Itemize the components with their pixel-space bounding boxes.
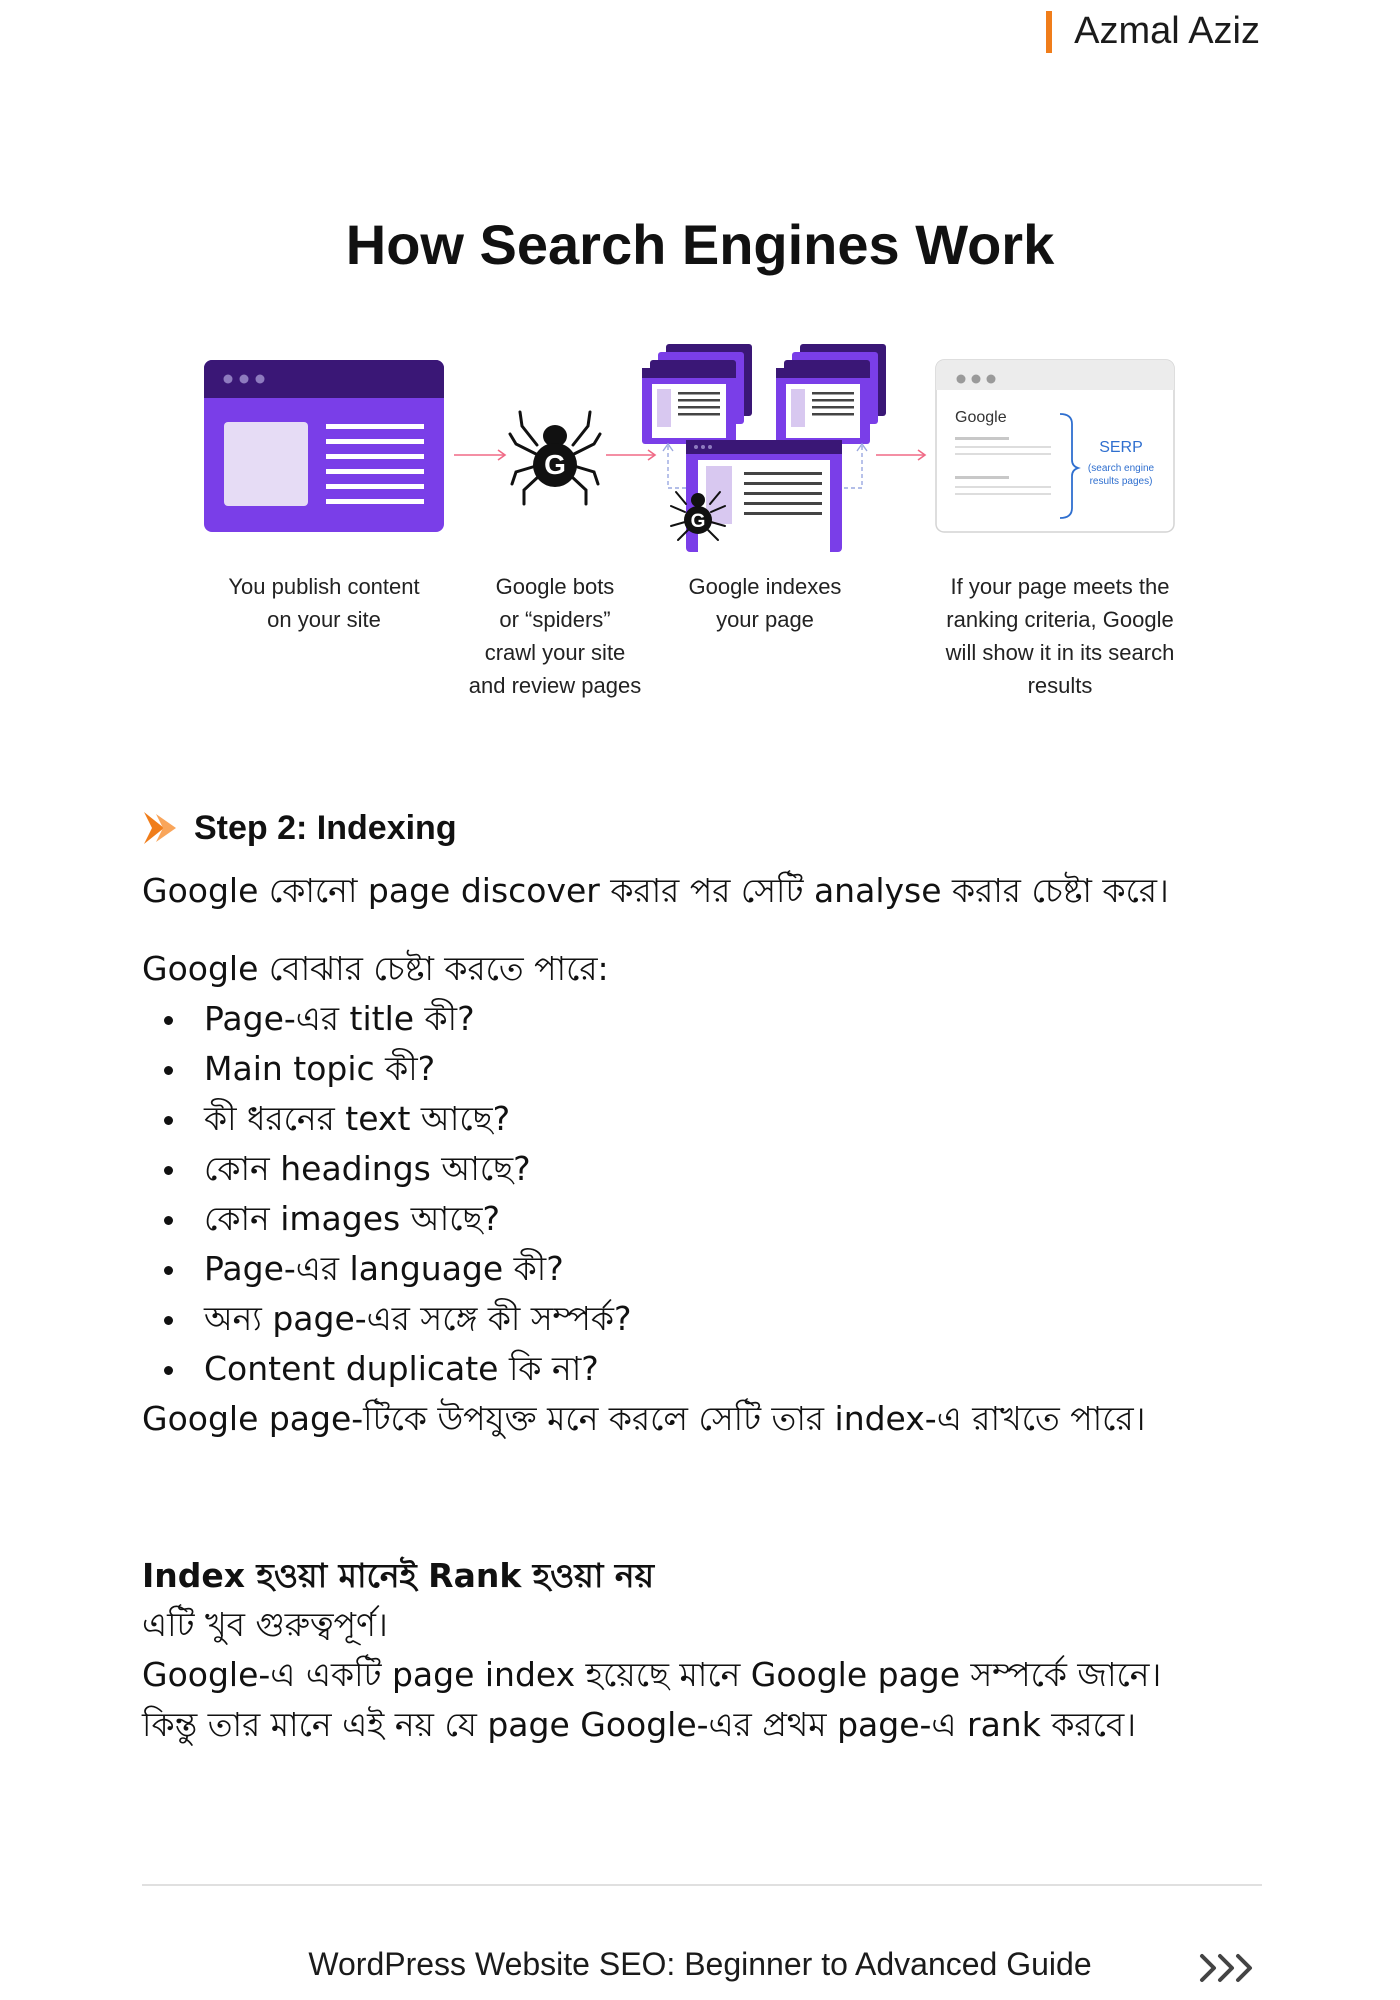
caption-line: will show it in its search [945, 640, 1175, 665]
conclusion-paragraph: Google page-টিকে উপযুক্ত মনে করলে সেটি তার index-এ রাখতে পারে। [142, 1399, 1146, 1438]
note-heading: Index হওয়া মানেই Rank হওয়া নয় [142, 1556, 655, 1595]
arrow-1 [454, 450, 505, 460]
list-item: কোন images আছে? [164, 1194, 1272, 1244]
list-item: কী ধরনের text আছে? [164, 1094, 1272, 1144]
double-chevron-icon [142, 810, 180, 846]
publish-content-illustration [204, 360, 444, 532]
caption-line: on your site [267, 607, 381, 632]
caption-line: results [1027, 673, 1093, 698]
caption-publish [199, 570, 449, 636]
list-item: অন্য page-এর সঙ্গে কী সম্পর্ক? [164, 1294, 1272, 1344]
serp-sublabel-2: results pages) [1089, 476, 1153, 487]
serp-google-brand: Google [955, 409, 1007, 426]
caption-line: your page [716, 607, 814, 632]
question-list [142, 994, 1272, 1394]
caption-crawl [437, 570, 673, 702]
note-line: কিন্তু তার মানে এই নয় যে page Google-এর প্রথম page-এ rank করবে। [142, 1705, 1136, 1744]
svg-text:G: G [544, 449, 566, 480]
caption-line: crawl your site [484, 640, 626, 665]
arrow-2 [606, 450, 655, 460]
spider-icon [510, 412, 600, 504]
accent-bar [1046, 11, 1052, 53]
caption-line: and review pages [468, 673, 642, 698]
svg-text:G: G [690, 511, 706, 532]
triple-chevron-icon[interactable] [1198, 1950, 1260, 1986]
footer-divider [142, 1884, 1262, 1886]
caption-line: ranking criteria, Google [946, 607, 1174, 632]
list-item: Page-এর title কী? [164, 994, 1272, 1044]
note-line: Google-এ একটি page index হয়েছে মানে Google page সম্পর্কে জানে। [142, 1655, 1162, 1694]
caption-line: Google bots [495, 574, 615, 599]
caption-line: If your page meets the [950, 574, 1170, 599]
caption-index [655, 570, 875, 636]
list-item: Content duplicate কি না? [164, 1344, 1272, 1394]
list-item: Main topic কী? [164, 1044, 1272, 1094]
serp-card [936, 360, 1174, 532]
step-heading [142, 804, 1272, 852]
caption-rank [910, 570, 1210, 702]
serp-label: SERP [1099, 439, 1143, 456]
main-content [142, 804, 1272, 1750]
caption-line: Google indexes [688, 574, 842, 599]
caption-line: or “spiders” [499, 607, 611, 632]
list-item: Page-এর language কী? [164, 1244, 1272, 1294]
search-engine-diagram [0, 320, 1400, 560]
index-pages-illustration [642, 344, 886, 552]
caption-line: You publish content [228, 574, 420, 599]
intro-paragraph: Google কোনো page discover করার পর সেটি analyse করার চেষ্টা করে। [142, 871, 1169, 910]
arrow-3 [876, 450, 925, 460]
step-title: Step 2: Indexing [194, 808, 457, 847]
footer-title: WordPress Website SEO: Beginner to Advanced Guide [308, 1946, 1092, 1982]
list-item: কোন headings আছে? [164, 1144, 1272, 1194]
serp-sublabel-1: (search engine [1087, 463, 1155, 474]
note-line: এটি খুব গুরুত্বপূর্ণ। [142, 1605, 388, 1644]
page-header [1046, 10, 1260, 53]
figure-title: How Search Engines Work [345, 213, 1055, 276]
author-name: Azmal Aziz [1074, 10, 1260, 52]
list-lead: Google বোঝার চেষ্টা করতে পারে: [142, 949, 609, 988]
